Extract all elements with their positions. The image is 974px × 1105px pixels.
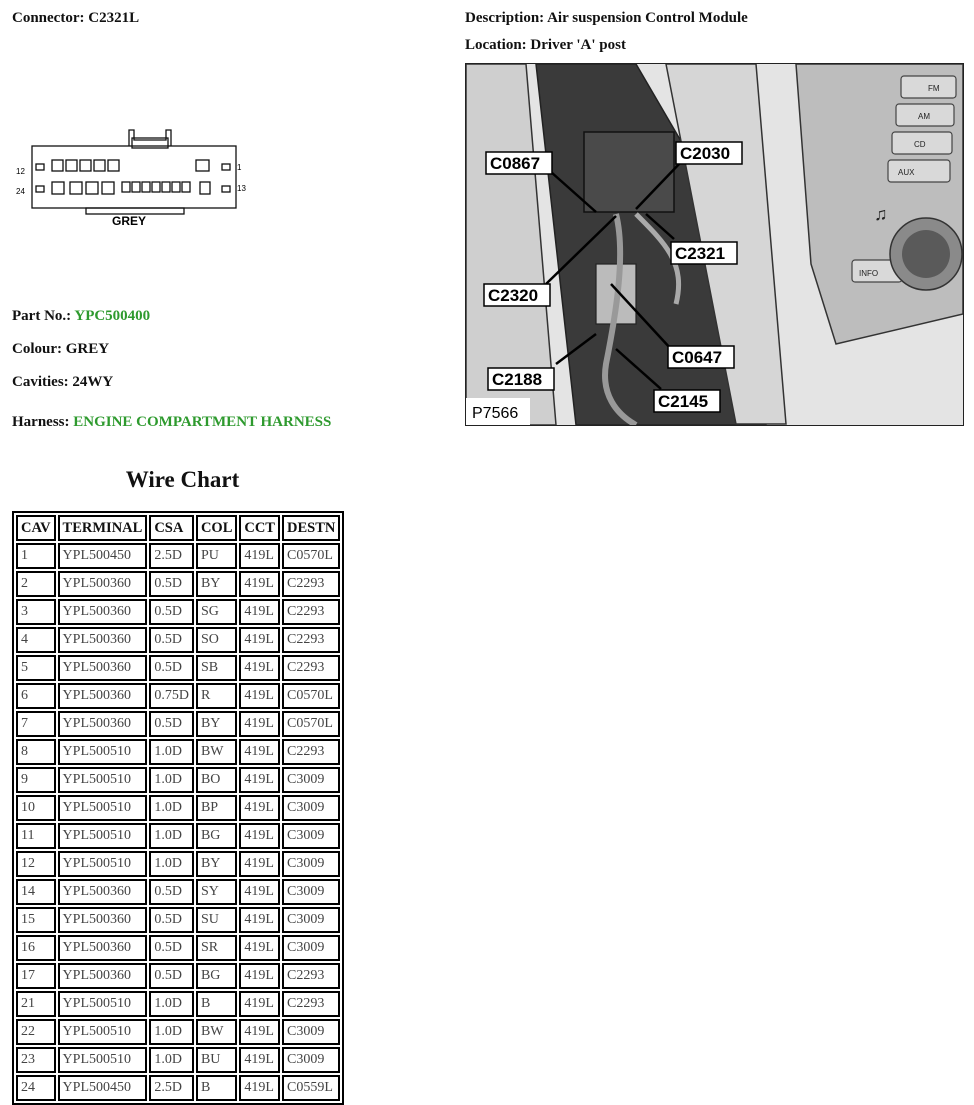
cell-terminal: YPL500360 [58,907,148,933]
cell-cct: 419L [239,1075,280,1101]
cell-cav: 17 [16,963,56,989]
column-header-col: COL [196,515,237,541]
cell-cct: 419L [239,571,280,597]
cavities [12,374,113,391]
table-row [16,851,340,877]
cell-col: SY [196,879,237,905]
connector-pinout-diagram [14,124,254,230]
wire-chart-body [16,543,340,1101]
cell-csa: 0.5D [149,571,194,597]
callout-c2320: C2320 [488,286,539,305]
cell-col: BW [196,739,237,765]
callout-c2321: C2321 [675,244,726,263]
cell-cct: 419L [239,991,280,1017]
cell-col: BG [196,823,237,849]
pin-label-1: 1 [237,163,242,172]
column-header-terminal: TERMINAL [58,515,148,541]
table-row [16,599,340,625]
cell-destn: C3009 [282,907,340,933]
cavities-value: 24WY [72,374,114,390]
table-row [16,627,340,653]
cell-cav: 8 [16,739,56,765]
cell-col: SO [196,627,237,653]
location-photo [465,63,964,426]
column-header-cav: CAV [16,515,56,541]
cell-destn: C0570L [282,711,340,737]
cell-destn: C3009 [282,823,340,849]
cell-cct: 419L [239,935,280,961]
table-row [16,963,340,989]
cell-csa: 0.5D [149,879,194,905]
cell-cav: 7 [16,711,56,737]
cell-terminal: YPL500510 [58,823,148,849]
cell-terminal: YPL500510 [58,1019,148,1045]
table-row [16,823,340,849]
cell-terminal: YPL500360 [58,683,148,709]
cell-cct: 419L [239,599,280,625]
cell-csa: 0.75D [149,683,194,709]
column-header-destn: DESTN [282,515,340,541]
location-illustration [466,64,963,425]
button-aux: AUX [898,168,915,177]
cell-terminal: YPL500360 [58,571,148,597]
location-label: Location: [465,37,527,53]
cell-destn: C2293 [282,571,340,597]
table-row [16,543,340,569]
cell-cct: 419L [239,795,280,821]
cell-cav: 2 [16,571,56,597]
cell-csa: 1.0D [149,851,194,877]
part-no-link[interactable]: YPC500400 [74,308,151,324]
table-row [16,571,340,597]
cell-terminal: YPL500360 [58,935,148,961]
button-info: INFO [859,269,879,278]
cell-cav: 24 [16,1075,56,1101]
cell-cav: 1 [16,543,56,569]
cell-csa: 1.0D [149,1019,194,1045]
wire-chart-table [12,511,344,1105]
table-row [16,1047,340,1073]
table-row [16,907,340,933]
cell-col: BG [196,963,237,989]
cell-cct: 419L [239,627,280,653]
description-label: Description: [465,10,545,26]
connector-body [32,146,236,208]
cell-csa: 0.5D [149,655,194,681]
cell-col: BY [196,711,237,737]
table-row [16,739,340,765]
table-row [16,711,340,737]
button-cd: CD [914,140,926,149]
cell-cav: 5 [16,655,56,681]
colour-value: GREY [65,341,110,357]
cell-destn: C2293 [282,599,340,625]
location-value: Driver 'A' post [530,37,626,53]
table-row [16,767,340,793]
table-row [16,1075,340,1101]
callout-c2145: C2145 [658,392,709,411]
column-header-csa: CSA [149,515,194,541]
cell-csa: 0.5D [149,627,194,653]
cell-cct: 419L [239,823,280,849]
cell-csa: 1.0D [149,739,194,765]
cell-terminal: YPL500450 [58,543,148,569]
cell-cct: 419L [239,767,280,793]
part-no-label: Part No.: [12,308,72,324]
cell-cav: 4 [16,627,56,653]
pinout-colour-label: GREY [112,214,147,228]
cell-destn: C2293 [282,963,340,989]
cell-cct: 419L [239,963,280,989]
cell-cav: 14 [16,879,56,905]
cell-destn: C2293 [282,991,340,1017]
cell-cav: 23 [16,1047,56,1073]
cell-csa: 0.5D [149,711,194,737]
connector-title [12,10,139,27]
cell-csa: 0.5D [149,907,194,933]
cell-terminal: YPL500510 [58,739,148,765]
cell-csa: 0.5D [149,935,194,961]
cell-terminal: YPL500360 [58,711,148,737]
table-row [16,795,340,821]
cell-destn: C3009 [282,879,340,905]
cell-csa: 1.0D [149,795,194,821]
part-no [12,308,150,325]
cell-cav: 21 [16,991,56,1017]
cell-destn: C2293 [282,739,340,765]
cell-col: BO [196,767,237,793]
harness [12,414,331,431]
cell-destn: C0570L [282,543,340,569]
cell-col: SU [196,907,237,933]
table-row [16,655,340,681]
cell-destn: C3009 [282,851,340,877]
cell-cct: 419L [239,1019,280,1045]
cell-csa: 0.5D [149,963,194,989]
cell-cct: 419L [239,739,280,765]
music-note-icon: ♫ [874,204,888,224]
cell-destn: C3009 [282,795,340,821]
cell-terminal: YPL500510 [58,1047,148,1073]
cell-col: BU [196,1047,237,1073]
cell-destn: C3009 [282,1019,340,1045]
cell-terminal: YPL500450 [58,1075,148,1101]
cell-cav: 9 [16,767,56,793]
cavities-label: Cavities: [12,374,69,390]
cell-col: BP [196,795,237,821]
cell-destn: C0559L [282,1075,340,1101]
callout-c0647: C0647 [672,348,723,367]
cell-destn: C2293 [282,655,340,681]
cell-destn: C3009 [282,935,340,961]
cell-terminal: YPL500360 [58,879,148,905]
cell-col: SR [196,935,237,961]
cell-cav: 3 [16,599,56,625]
cell-cct: 419L [239,907,280,933]
cell-col: R [196,683,237,709]
table-row [16,879,340,905]
cell-cct: 419L [239,543,280,569]
connector-label: Connector: [12,10,85,26]
cell-destn: C3009 [282,767,340,793]
photo-ref: P7566 [472,405,519,422]
cell-cct: 419L [239,683,280,709]
callout-c2030: C2030 [680,144,731,163]
description-value: Air suspension Control Module [547,10,748,26]
cell-terminal: YPL500510 [58,991,148,1017]
harness-label: Harness: [12,414,70,430]
pin-label-13: 13 [237,184,246,193]
cell-terminal: YPL500360 [58,655,148,681]
callout-c0867: C0867 [490,154,541,173]
pin-label-24: 24 [16,187,25,196]
cell-cct: 419L [239,711,280,737]
cell-cav: 10 [16,795,56,821]
cell-terminal: YPL500510 [58,767,148,793]
cell-csa: 2.5D [149,543,194,569]
cell-col: PU [196,543,237,569]
cell-terminal: YPL500510 [58,851,148,877]
cell-csa: 1.0D [149,767,194,793]
callout-c2188: C2188 [492,370,543,389]
cell-cav: 12 [16,851,56,877]
cell-col: BY [196,571,237,597]
colour [12,341,109,358]
cell-csa: 1.0D [149,991,194,1017]
cell-terminal: YPL500360 [58,627,148,653]
cell-col: SG [196,599,237,625]
table-row [16,683,340,709]
cell-cct: 419L [239,851,280,877]
cell-col: B [196,991,237,1017]
wire-chart-title: Wire Chart [125,467,240,492]
location [465,37,626,54]
connector-id: C2321L [88,10,140,26]
button-fm: FM [928,84,940,93]
cell-csa: 1.0D [149,1047,194,1073]
cell-cav: 22 [16,1019,56,1045]
cell-destn: C0570L [282,683,340,709]
table-row [16,935,340,961]
cell-cav: 11 [16,823,56,849]
cell-col: B [196,1075,237,1101]
cell-terminal: YPL500360 [58,963,148,989]
cell-cav: 15 [16,907,56,933]
cell-cct: 419L [239,879,280,905]
harness-link[interactable]: ENGINE COMPARTMENT HARNESS [73,414,332,430]
wire-chart-header-row [16,515,340,541]
button-am: AM [918,112,930,121]
control-module [584,132,674,212]
cell-cct: 419L [239,1047,280,1073]
cell-cav: 16 [16,935,56,961]
table-row [16,1019,340,1045]
colour-label: Colour: [12,341,62,357]
cell-destn: C2293 [282,627,340,653]
cell-cav: 6 [16,683,56,709]
cell-cct: 419L [239,655,280,681]
cell-terminal: YPL500360 [58,599,148,625]
cell-col: BY [196,851,237,877]
cell-csa: 2.5D [149,1075,194,1101]
cell-col: BW [196,1019,237,1045]
cell-terminal: YPL500510 [58,795,148,821]
description [465,10,748,27]
pin-label-12: 12 [16,167,25,176]
cell-csa: 0.5D [149,599,194,625]
column-header-cct: CCT [239,515,280,541]
cell-csa: 1.0D [149,823,194,849]
cell-destn: C3009 [282,1047,340,1073]
cell-col: SB [196,655,237,681]
table-row [16,991,340,1017]
